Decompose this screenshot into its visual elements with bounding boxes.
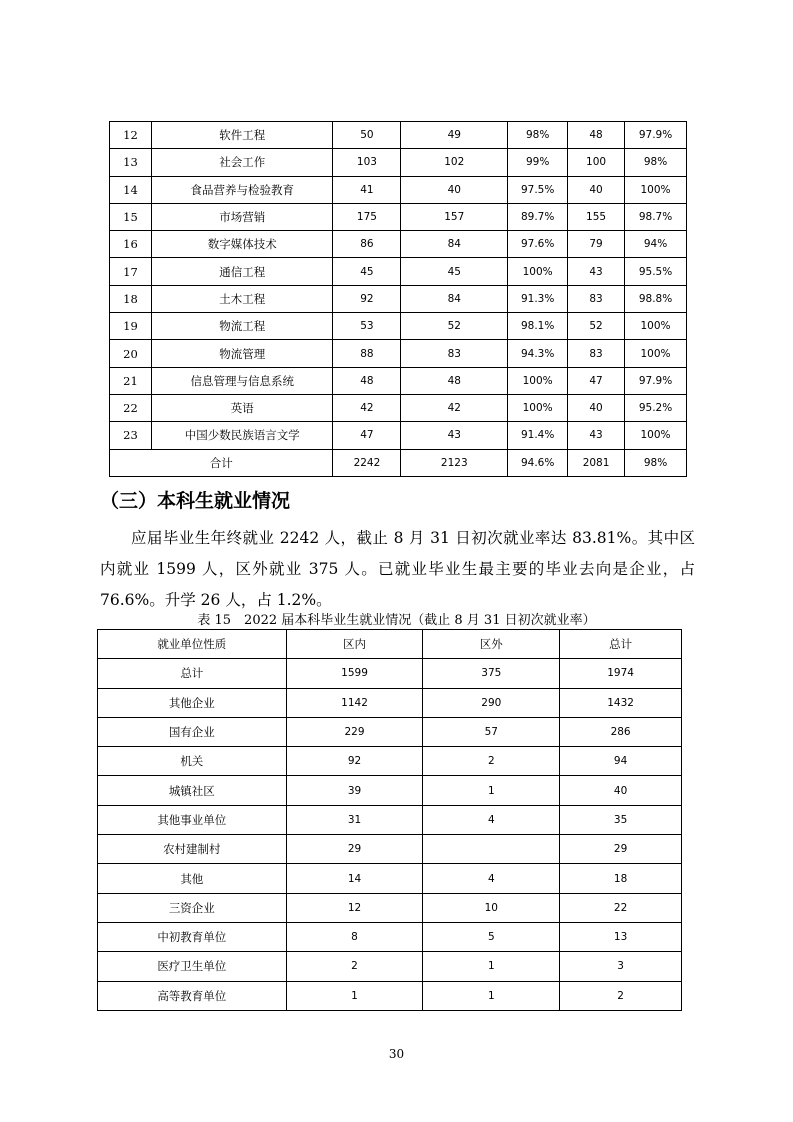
table-row [98, 776, 682, 805]
table-cell: 48 [401, 367, 508, 394]
table-cell: 总计 [560, 630, 682, 659]
table-cell [423, 835, 560, 864]
table-cell: 信息管理与信息系统 [151, 367, 333, 394]
table-cell: 数字媒体技术 [151, 231, 333, 258]
table-cell: 20 [110, 340, 152, 367]
table-cell: 47 [568, 367, 625, 394]
table-cell: 中初教育单位 [98, 922, 287, 951]
table-cell: 13 [560, 922, 682, 951]
table-cell: 100% [625, 422, 687, 449]
table-cell: 4 [423, 805, 560, 834]
table-cell: 土木工程 [151, 285, 333, 312]
table-cell: 47 [333, 422, 401, 449]
table-row [110, 340, 687, 367]
table-cell: 1 [423, 952, 560, 981]
table-cell: 5 [423, 922, 560, 951]
table-cell: 物流工程 [151, 313, 333, 340]
table-cell: 物流管理 [151, 340, 333, 367]
table-cell: 97.9% [625, 367, 687, 394]
table-row [110, 176, 687, 203]
table-cell: 83 [401, 340, 508, 367]
table-cell: 91.3% [508, 285, 568, 312]
table-cell: 43 [568, 258, 625, 285]
table-cell: 1432 [560, 688, 682, 717]
table-cell: 三资企业 [98, 893, 287, 922]
header-row [98, 630, 682, 659]
table-cell: 软件工程 [151, 122, 333, 149]
table-cell: 98% [625, 449, 687, 476]
table-cell: 29 [560, 835, 682, 864]
table-cell: 40 [568, 394, 625, 421]
table-cell: 79 [568, 231, 625, 258]
table-row [98, 805, 682, 834]
table-cell: 286 [560, 717, 682, 746]
table-row [98, 747, 682, 776]
table-cell: 高等教育单位 [98, 981, 287, 1010]
total-row [110, 449, 687, 476]
table-cell: 48 [568, 122, 625, 149]
table-row [110, 367, 687, 394]
table-cell: 89.7% [508, 203, 568, 230]
table-cell: 合计 [110, 449, 333, 476]
table-cell: 52 [401, 313, 508, 340]
table-cell: 12 [110, 122, 152, 149]
table-cell: 国有企业 [98, 717, 287, 746]
table-cell: 1 [423, 776, 560, 805]
table-row [110, 313, 687, 340]
table-cell: 区内 [286, 630, 423, 659]
table-cell: 16 [110, 231, 152, 258]
table-cell: 21 [110, 367, 152, 394]
table-cell: 100% [508, 367, 568, 394]
table-cell: 英语 [151, 394, 333, 421]
table-cell: 就业单位性质 [98, 630, 287, 659]
table-cell: 97.6% [508, 231, 568, 258]
table-cell: 1599 [286, 659, 423, 688]
table-row [110, 258, 687, 285]
table-cell: 40 [401, 176, 508, 203]
table-row [98, 688, 682, 717]
table-cell: 1 [423, 981, 560, 1010]
table-cell: 53 [333, 313, 401, 340]
table-cell: 41 [333, 176, 401, 203]
table-cell: 35 [560, 805, 682, 834]
table-cell: 29 [286, 835, 423, 864]
table-cell: 98% [625, 149, 687, 176]
table-cell: 10 [423, 893, 560, 922]
table-row [98, 659, 682, 688]
table-row [98, 835, 682, 864]
table-cell: 100 [568, 149, 625, 176]
table-cell: 88 [333, 340, 401, 367]
table-cell: 94 [560, 747, 682, 776]
table-cell: 52 [568, 313, 625, 340]
table-cell: 100% [625, 313, 687, 340]
table-cell: 229 [286, 717, 423, 746]
table-cell: 通信工程 [151, 258, 333, 285]
table-row [110, 285, 687, 312]
table-cell: 175 [333, 203, 401, 230]
section-paragraph: 应届毕业生年终就业 2242 人，截止 8 月 31 日初次就业率达 83.81%。其中区内就业 1599 人，区外就业 375 人。已就业毕业生最主要的毕业去向是企业，占 76.6%。升学 26 人，占 1.2%。 [100, 529, 695, 609]
table-cell: 98.8% [625, 285, 687, 312]
table-cell: 43 [568, 422, 625, 449]
table-cell: 39 [286, 776, 423, 805]
table-cell: 40 [560, 776, 682, 805]
table-cell: 医疗卫生单位 [98, 952, 287, 981]
table-cell: 15 [110, 203, 152, 230]
table-cell: 18 [560, 864, 682, 893]
table-cell: 43 [401, 422, 508, 449]
table-cell: 19 [110, 313, 152, 340]
table-cell: 92 [333, 285, 401, 312]
table-cell: 总计 [98, 659, 287, 688]
table-cell: 95.2% [625, 394, 687, 421]
major-employment-table [109, 121, 687, 477]
table-cell: 31 [286, 805, 423, 834]
table-cell: 84 [401, 231, 508, 258]
table-cell: 100% [508, 394, 568, 421]
table-row [110, 231, 687, 258]
table-cell: 97.5% [508, 176, 568, 203]
table-cell: 157 [401, 203, 508, 230]
table-row [98, 952, 682, 981]
table-cell: 4 [423, 864, 560, 893]
table-cell: 12 [286, 893, 423, 922]
table-cell: 14 [110, 176, 152, 203]
table-cell: 机关 [98, 747, 287, 776]
table-cell: 94.6% [508, 449, 568, 476]
table-row [98, 717, 682, 746]
table-cell: 农村建制村 [98, 835, 287, 864]
table-cell: 18 [110, 285, 152, 312]
table-cell: 375 [423, 659, 560, 688]
table-cell: 91.4% [508, 422, 568, 449]
table-cell: 14 [286, 864, 423, 893]
table-row [98, 893, 682, 922]
table-cell: 其他 [98, 864, 287, 893]
table-cell: 94.3% [508, 340, 568, 367]
table-cell: 城镇社区 [98, 776, 287, 805]
table-cell: 98% [508, 122, 568, 149]
table-cell: 100% [625, 340, 687, 367]
table-cell: 92 [286, 747, 423, 776]
table-cell: 49 [401, 122, 508, 149]
table-cell: 42 [401, 394, 508, 421]
table-row [110, 203, 687, 230]
table-cell: 45 [401, 258, 508, 285]
table-cell: 86 [333, 231, 401, 258]
table-cell: 155 [568, 203, 625, 230]
table-cell: 1 [286, 981, 423, 1010]
page-number: 30 [388, 1047, 405, 1061]
table-cell: 中国少数民族语言文学 [151, 422, 333, 449]
table-cell: 食品营养与检验教育 [151, 176, 333, 203]
table-row [98, 864, 682, 893]
table-row [98, 922, 682, 951]
table-cell: 2 [560, 981, 682, 1010]
table-cell: 2 [286, 952, 423, 981]
table-cell: 94% [625, 231, 687, 258]
table-cell: 57 [423, 717, 560, 746]
table-cell: 42 [333, 394, 401, 421]
table-cell: 40 [568, 176, 625, 203]
table-cell: 95.5% [625, 258, 687, 285]
table-cell: 3 [560, 952, 682, 981]
table-cell: 48 [333, 367, 401, 394]
table-cell: 13 [110, 149, 152, 176]
table-cell: 1974 [560, 659, 682, 688]
section-heading: （三）本科生就业情况 [100, 490, 291, 512]
table-cell: 100% [508, 258, 568, 285]
table-row [110, 422, 687, 449]
table-cell: 市场营销 [151, 203, 333, 230]
employer-type-table [97, 629, 682, 1011]
table-row [98, 981, 682, 1010]
table-cell: 1142 [286, 688, 423, 717]
table-row [110, 149, 687, 176]
table-cell: 17 [110, 258, 152, 285]
table-cell: 103 [333, 149, 401, 176]
table-row [110, 122, 687, 149]
table-cell: 290 [423, 688, 560, 717]
table-cell: 99% [508, 149, 568, 176]
table-cell: 其他事业单位 [98, 805, 287, 834]
table-cell: 2242 [333, 449, 401, 476]
table-caption: 表 15 2022 届本科毕业生就业情况（截止 8 月 31 日初次就业率） [197, 613, 596, 628]
table-cell: 97.9% [625, 122, 687, 149]
table-cell: 83 [568, 285, 625, 312]
table-cell: 23 [110, 422, 152, 449]
table-cell: 98.1% [508, 313, 568, 340]
table-cell: 102 [401, 149, 508, 176]
table-cell: 8 [286, 922, 423, 951]
table-cell: 2081 [568, 449, 625, 476]
table-cell: 区外 [423, 630, 560, 659]
table-cell: 22 [560, 893, 682, 922]
table-cell: 45 [333, 258, 401, 285]
table-cell: 其他企业 [98, 688, 287, 717]
table-cell: 100% [625, 176, 687, 203]
table-cell: 22 [110, 394, 152, 421]
table-cell: 84 [401, 285, 508, 312]
table-cell: 社会工作 [151, 149, 333, 176]
table-row [110, 394, 687, 421]
table-cell: 50 [333, 122, 401, 149]
table-cell: 83 [568, 340, 625, 367]
table-cell: 98.7% [625, 203, 687, 230]
table-cell: 2 [423, 747, 560, 776]
table-cell: 2123 [401, 449, 508, 476]
